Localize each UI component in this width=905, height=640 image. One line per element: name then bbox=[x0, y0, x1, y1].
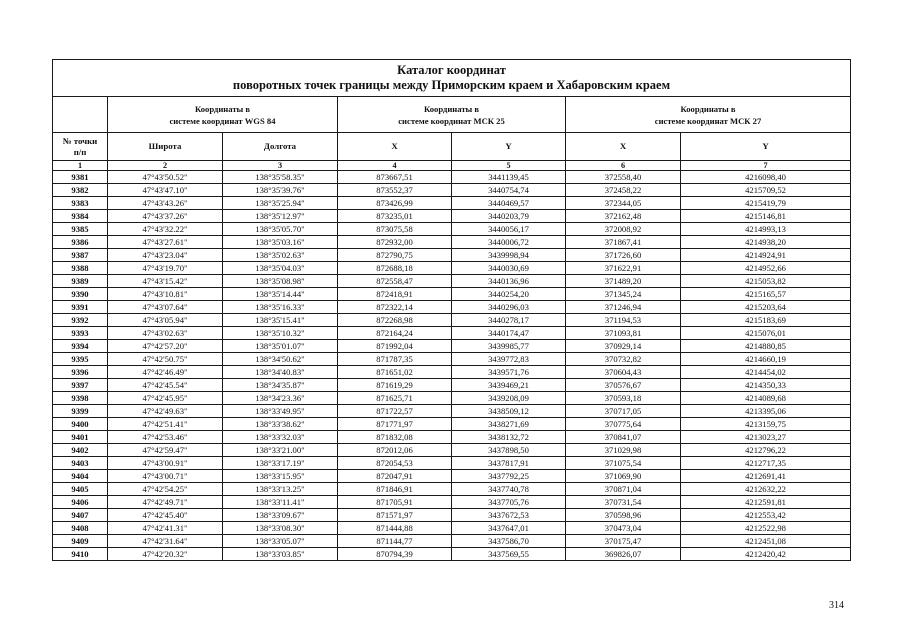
y-msk27-cell: 4214660,19 bbox=[681, 353, 851, 366]
point-number-cell: 9388 bbox=[53, 262, 108, 275]
longitude-cell: 138°33'11.41" bbox=[223, 496, 338, 509]
y-msk25-cell: 3439469,21 bbox=[452, 379, 566, 392]
y-msk25-cell: 3437647,01 bbox=[452, 522, 566, 535]
latitude-cell: 47°42'45.40" bbox=[108, 509, 223, 522]
table-row bbox=[53, 483, 851, 496]
x-msk25-cell: 872268,98 bbox=[338, 314, 452, 327]
longitude-cell: 138°33'17.19" bbox=[223, 457, 338, 470]
table-row bbox=[53, 353, 851, 366]
table-row bbox=[53, 535, 851, 548]
y-msk27-cell: 4214454,02 bbox=[681, 366, 851, 379]
point-number-cell: 9407 bbox=[53, 509, 108, 522]
y-msk27-cell: 4212717,35 bbox=[681, 457, 851, 470]
longitude-cell: 138°35'05.70" bbox=[223, 223, 338, 236]
longitude-cell: 138°33'09.67" bbox=[223, 509, 338, 522]
table-row bbox=[53, 288, 851, 301]
longitude-cell: 138°34'50.62" bbox=[223, 353, 338, 366]
table-row bbox=[53, 223, 851, 236]
table-title: Каталог координат bbox=[397, 63, 506, 77]
table-row bbox=[53, 171, 851, 184]
column-numbers-row bbox=[53, 161, 851, 171]
longitude-cell: 138°35'14.44" bbox=[223, 288, 338, 301]
y-msk25-cell: 3439571,76 bbox=[452, 366, 566, 379]
longitude-cell: 138°33'49.95" bbox=[223, 405, 338, 418]
x-msk27-cell: 370593,18 bbox=[566, 392, 681, 405]
latitude-cell: 47°42'49.71" bbox=[108, 496, 223, 509]
column-number: 3 bbox=[223, 161, 338, 171]
x-msk25-cell: 873426,99 bbox=[338, 197, 452, 210]
y-msk27-cell: 4215203,64 bbox=[681, 301, 851, 314]
longitude-cell: 138°34'23.36" bbox=[223, 392, 338, 405]
point-number-cell: 9393 bbox=[53, 327, 108, 340]
y-msk25-cell: 3440203,79 bbox=[452, 210, 566, 223]
latitude-cell: 47°42'46.49" bbox=[108, 366, 223, 379]
x-msk25-cell: 872418,91 bbox=[338, 288, 452, 301]
table-row bbox=[53, 496, 851, 509]
x-msk27-cell: 370841,07 bbox=[566, 431, 681, 444]
table-row bbox=[53, 184, 851, 197]
table-row bbox=[53, 392, 851, 405]
point-number-cell: 9410 bbox=[53, 548, 108, 561]
x-msk27-cell: 370732,82 bbox=[566, 353, 681, 366]
latitude-cell: 47°43'07.64" bbox=[108, 301, 223, 314]
x-msk25-cell: 871992,04 bbox=[338, 340, 452, 353]
table-row bbox=[53, 327, 851, 340]
longitude-cell: 138°35'04.03" bbox=[223, 262, 338, 275]
x-msk27-cell: 370576,67 bbox=[566, 379, 681, 392]
point-number-cell: 9381 bbox=[53, 171, 108, 184]
table-row bbox=[53, 444, 851, 457]
latitude-cell: 47°43'00.71" bbox=[108, 470, 223, 483]
system-header-wgs84: Координаты в системе координат WGS 84 bbox=[108, 97, 338, 133]
x-msk27-cell: 372558,40 bbox=[566, 171, 681, 184]
column-header-point: № точки п/п bbox=[53, 133, 108, 161]
x-msk25-cell: 872322,14 bbox=[338, 301, 452, 314]
y-msk27-cell: 4215053,82 bbox=[681, 275, 851, 288]
y-msk27-cell: 4215146,81 bbox=[681, 210, 851, 223]
x-msk25-cell: 873667,51 bbox=[338, 171, 452, 184]
latitude-cell: 47°42'54.25" bbox=[108, 483, 223, 496]
x-msk25-cell: 871787,35 bbox=[338, 353, 452, 366]
latitude-cell: 47°42'31.64" bbox=[108, 535, 223, 548]
x-msk27-cell: 370775,64 bbox=[566, 418, 681, 431]
table-row bbox=[53, 431, 851, 444]
point-number-cell: 9404 bbox=[53, 470, 108, 483]
longitude-cell: 138°34'40.83" bbox=[223, 366, 338, 379]
x-msk27-cell: 371075,54 bbox=[566, 457, 681, 470]
column-number: 6 bbox=[566, 161, 681, 171]
latitude-cell: 47°42'50.75" bbox=[108, 353, 223, 366]
x-msk27-cell: 369826,07 bbox=[566, 548, 681, 561]
point-number-cell: 9398 bbox=[53, 392, 108, 405]
x-msk27-cell: 371069,90 bbox=[566, 470, 681, 483]
y-msk25-cell: 3440296,03 bbox=[452, 301, 566, 314]
x-msk25-cell: 872790,75 bbox=[338, 249, 452, 262]
y-msk27-cell: 4212553,42 bbox=[681, 509, 851, 522]
y-msk27-cell: 4212451,08 bbox=[681, 535, 851, 548]
latitude-cell: 47°43'05.94" bbox=[108, 314, 223, 327]
y-msk25-cell: 3440136,96 bbox=[452, 275, 566, 288]
y-msk27-cell: 4215183,69 bbox=[681, 314, 851, 327]
y-msk25-cell: 3437792,25 bbox=[452, 470, 566, 483]
y-msk25-cell: 3437705,76 bbox=[452, 496, 566, 509]
y-msk27-cell: 4214924,91 bbox=[681, 249, 851, 262]
point-number-cell: 9405 bbox=[53, 483, 108, 496]
column-number: 5 bbox=[452, 161, 566, 171]
x-msk25-cell: 872558,47 bbox=[338, 275, 452, 288]
y-msk27-cell: 4212691,41 bbox=[681, 470, 851, 483]
x-msk25-cell: 873075,58 bbox=[338, 223, 452, 236]
point-number-cell: 9383 bbox=[53, 197, 108, 210]
y-msk27-cell: 4215419,79 bbox=[681, 197, 851, 210]
point-number-cell: 9387 bbox=[53, 249, 108, 262]
x-msk27-cell: 372162,48 bbox=[566, 210, 681, 223]
longitude-cell: 138°33'05.07" bbox=[223, 535, 338, 548]
table-row bbox=[53, 405, 851, 418]
point-number-cell: 9406 bbox=[53, 496, 108, 509]
table-row bbox=[53, 470, 851, 483]
table-body bbox=[53, 171, 851, 561]
x-msk27-cell: 370598,96 bbox=[566, 509, 681, 522]
latitude-cell: 47°43'37.26" bbox=[108, 210, 223, 223]
longitude-cell: 138°35'02.63" bbox=[223, 249, 338, 262]
y-msk27-cell: 4214880,85 bbox=[681, 340, 851, 353]
y-msk25-cell: 3437898,50 bbox=[452, 444, 566, 457]
longitude-cell: 138°33'08.30" bbox=[223, 522, 338, 535]
y-msk27-cell: 4214350,33 bbox=[681, 379, 851, 392]
y-msk25-cell: 3439985,77 bbox=[452, 340, 566, 353]
y-msk25-cell: 3437672,53 bbox=[452, 509, 566, 522]
point-number-cell: 9389 bbox=[53, 275, 108, 288]
latitude-cell: 47°42'51.41" bbox=[108, 418, 223, 431]
y-msk25-cell: 3440254,20 bbox=[452, 288, 566, 301]
latitude-cell: 47°43'27.61" bbox=[108, 236, 223, 249]
column-number: 4 bbox=[338, 161, 452, 171]
longitude-cell: 138°34'35.87" bbox=[223, 379, 338, 392]
y-msk25-cell: 3440006,72 bbox=[452, 236, 566, 249]
latitude-cell: 47°42'59.47" bbox=[108, 444, 223, 457]
table-row bbox=[53, 262, 851, 275]
point-number-cell: 9401 bbox=[53, 431, 108, 444]
table-title-cell bbox=[53, 60, 851, 97]
longitude-cell: 138°35'01.07" bbox=[223, 340, 338, 353]
latitude-cell: 47°43'32.22" bbox=[108, 223, 223, 236]
y-msk27-cell: 4213159,75 bbox=[681, 418, 851, 431]
latitude-cell: 47°42'20.32" bbox=[108, 548, 223, 561]
x-msk27-cell: 371867,41 bbox=[566, 236, 681, 249]
y-msk27-cell: 4214089,68 bbox=[681, 392, 851, 405]
x-msk25-cell: 873235,01 bbox=[338, 210, 452, 223]
point-number-cell: 9386 bbox=[53, 236, 108, 249]
table-row bbox=[53, 314, 851, 327]
point-number-cell: 9395 bbox=[53, 353, 108, 366]
coordinate-catalog bbox=[52, 59, 850, 561]
longitude-cell: 138°35'15.41" bbox=[223, 314, 338, 327]
system-header-msk25: Координаты в системе координат МСК 25 bbox=[338, 97, 566, 133]
x-msk27-cell: 371029,98 bbox=[566, 444, 681, 457]
y-msk25-cell: 3438509,12 bbox=[452, 405, 566, 418]
latitude-cell: 47°42'41.31" bbox=[108, 522, 223, 535]
x-msk25-cell: 872054,53 bbox=[338, 457, 452, 470]
column-header-x-msk27: X bbox=[566, 133, 681, 161]
latitude-cell: 47°43'47.10" bbox=[108, 184, 223, 197]
y-msk27-cell: 4215076,01 bbox=[681, 327, 851, 340]
x-msk25-cell: 870794,39 bbox=[338, 548, 452, 561]
y-msk27-cell: 4214938,20 bbox=[681, 236, 851, 249]
longitude-cell: 138°33'13.25" bbox=[223, 483, 338, 496]
column-number: 7 bbox=[681, 161, 851, 171]
x-msk27-cell: 372008,92 bbox=[566, 223, 681, 236]
y-msk25-cell: 3440030,69 bbox=[452, 262, 566, 275]
y-msk25-cell: 3439208,09 bbox=[452, 392, 566, 405]
x-msk25-cell: 871771,97 bbox=[338, 418, 452, 431]
x-msk27-cell: 371726,60 bbox=[566, 249, 681, 262]
x-msk25-cell: 871144,77 bbox=[338, 535, 452, 548]
longitude-cell: 138°35'39.76" bbox=[223, 184, 338, 197]
longitude-cell: 138°35'03.16" bbox=[223, 236, 338, 249]
y-msk25-cell: 3440278,17 bbox=[452, 314, 566, 327]
x-msk25-cell: 872012,06 bbox=[338, 444, 452, 457]
point-number-cell: 9385 bbox=[53, 223, 108, 236]
x-msk27-cell: 370175,47 bbox=[566, 535, 681, 548]
column-header-y-msk25: Y bbox=[452, 133, 566, 161]
x-msk25-cell: 872932,00 bbox=[338, 236, 452, 249]
y-msk25-cell: 3439772,83 bbox=[452, 353, 566, 366]
y-msk27-cell: 4212632,22 bbox=[681, 483, 851, 496]
x-msk25-cell: 871832,08 bbox=[338, 431, 452, 444]
latitude-cell: 47°43'15.42" bbox=[108, 275, 223, 288]
longitude-cell: 138°35'12.97" bbox=[223, 210, 338, 223]
latitude-cell: 47°43'10.81" bbox=[108, 288, 223, 301]
y-msk25-cell: 3440754,74 bbox=[452, 184, 566, 197]
system-header-msk27: Координаты в системе координат МСК 27 bbox=[566, 97, 851, 133]
latitude-cell: 47°43'19.70" bbox=[108, 262, 223, 275]
table-row bbox=[53, 509, 851, 522]
x-msk25-cell: 871619,29 bbox=[338, 379, 452, 392]
y-msk25-cell: 3437817,91 bbox=[452, 457, 566, 470]
point-number-cell: 9396 bbox=[53, 366, 108, 379]
point-number-cell: 9382 bbox=[53, 184, 108, 197]
table-row bbox=[53, 548, 851, 561]
y-msk25-cell: 3439998,94 bbox=[452, 249, 566, 262]
longitude-cell: 138°33'15.95" bbox=[223, 470, 338, 483]
latitude-cell: 47°43'23.04" bbox=[108, 249, 223, 262]
longitude-cell: 138°33'21.00" bbox=[223, 444, 338, 457]
x-msk25-cell: 871651,02 bbox=[338, 366, 452, 379]
x-msk25-cell: 872047,91 bbox=[338, 470, 452, 483]
y-msk25-cell: 3441139,45 bbox=[452, 171, 566, 184]
latitude-cell: 47°42'53.46" bbox=[108, 431, 223, 444]
x-msk27-cell: 370604,43 bbox=[566, 366, 681, 379]
longitude-cell: 138°33'32.03" bbox=[223, 431, 338, 444]
x-msk25-cell: 871846,91 bbox=[338, 483, 452, 496]
x-msk25-cell: 871444,88 bbox=[338, 522, 452, 535]
x-msk25-cell: 873552,37 bbox=[338, 184, 452, 197]
point-number-cell: 9399 bbox=[53, 405, 108, 418]
y-msk27-cell: 4213395,06 bbox=[681, 405, 851, 418]
x-msk27-cell: 371489,20 bbox=[566, 275, 681, 288]
coordinate-table bbox=[52, 59, 851, 561]
point-number-cell: 9390 bbox=[53, 288, 108, 301]
x-msk27-cell: 372458,22 bbox=[566, 184, 681, 197]
y-msk27-cell: 4212420,42 bbox=[681, 548, 851, 561]
x-msk27-cell: 370717,05 bbox=[566, 405, 681, 418]
point-number-cell: 9391 bbox=[53, 301, 108, 314]
table-row bbox=[53, 236, 851, 249]
table-row bbox=[53, 522, 851, 535]
point-number-cell: 9409 bbox=[53, 535, 108, 548]
column-header-longitude: Долгота bbox=[223, 133, 338, 161]
y-msk27-cell: 4213023,27 bbox=[681, 431, 851, 444]
latitude-cell: 47°43'02.63" bbox=[108, 327, 223, 340]
y-msk25-cell: 3440469,57 bbox=[452, 197, 566, 210]
table-row bbox=[53, 340, 851, 353]
y-msk25-cell: 3437740,78 bbox=[452, 483, 566, 496]
latitude-cell: 47°42'45.95" bbox=[108, 392, 223, 405]
y-msk27-cell: 4215709,52 bbox=[681, 184, 851, 197]
x-msk25-cell: 872688,18 bbox=[338, 262, 452, 275]
y-msk27-cell: 4216098,40 bbox=[681, 171, 851, 184]
table-row bbox=[53, 197, 851, 210]
x-msk27-cell: 371093,81 bbox=[566, 327, 681, 340]
page-number: 314 bbox=[829, 600, 844, 611]
longitude-cell: 138°35'10.32" bbox=[223, 327, 338, 340]
x-msk27-cell: 372344,05 bbox=[566, 197, 681, 210]
point-number-cell: 9400 bbox=[53, 418, 108, 431]
x-msk27-cell: 370473,04 bbox=[566, 522, 681, 535]
y-msk27-cell: 4215165,57 bbox=[681, 288, 851, 301]
table-row bbox=[53, 379, 851, 392]
latitude-cell: 47°42'49.63" bbox=[108, 405, 223, 418]
latitude-cell: 47°43'00.91" bbox=[108, 457, 223, 470]
point-number-cell: 9392 bbox=[53, 314, 108, 327]
latitude-cell: 47°43'43.26" bbox=[108, 197, 223, 210]
y-msk25-cell: 3440056,17 bbox=[452, 223, 566, 236]
latitude-cell: 47°43'50.52" bbox=[108, 171, 223, 184]
longitude-cell: 138°33'03.85" bbox=[223, 548, 338, 561]
x-msk27-cell: 371246,94 bbox=[566, 301, 681, 314]
y-msk25-cell: 3438132,72 bbox=[452, 431, 566, 444]
longitude-cell: 138°33'38.62" bbox=[223, 418, 338, 431]
y-msk27-cell: 4212796,22 bbox=[681, 444, 851, 457]
y-msk27-cell: 4212591,81 bbox=[681, 496, 851, 509]
x-msk25-cell: 871625,71 bbox=[338, 392, 452, 405]
longitude-cell: 138°35'58.35" bbox=[223, 171, 338, 184]
table-row bbox=[53, 275, 851, 288]
column-number: 2 bbox=[108, 161, 223, 171]
x-msk27-cell: 371345,24 bbox=[566, 288, 681, 301]
table-subtitle: поворотных точек границы между Приморским краем и Хабаровским краем bbox=[232, 78, 671, 92]
column-header-y-msk27: Y bbox=[681, 133, 851, 161]
table-row bbox=[53, 457, 851, 470]
x-msk27-cell: 371194,53 bbox=[566, 314, 681, 327]
point-number-cell: 9403 bbox=[53, 457, 108, 470]
point-number-cell: 9402 bbox=[53, 444, 108, 457]
column-header-latitude: Широта bbox=[108, 133, 223, 161]
point-number-cell: 9384 bbox=[53, 210, 108, 223]
x-msk25-cell: 871571,97 bbox=[338, 509, 452, 522]
table-row bbox=[53, 249, 851, 262]
longitude-cell: 138°35'08.98" bbox=[223, 275, 338, 288]
x-msk27-cell: 370929,14 bbox=[566, 340, 681, 353]
column-header-x-msk25: X bbox=[338, 133, 452, 161]
y-msk25-cell: 3437569,55 bbox=[452, 548, 566, 561]
y-msk25-cell: 3437586,70 bbox=[452, 535, 566, 548]
x-msk25-cell: 871722,57 bbox=[338, 405, 452, 418]
longitude-cell: 138°35'16.33" bbox=[223, 301, 338, 314]
system-blank-cell bbox=[53, 97, 108, 133]
column-number: 1 bbox=[53, 161, 108, 171]
y-msk27-cell: 4214993,13 bbox=[681, 223, 851, 236]
point-number-cell: 9397 bbox=[53, 379, 108, 392]
x-msk27-cell: 370871,04 bbox=[566, 483, 681, 496]
table-row bbox=[53, 301, 851, 314]
y-msk25-cell: 3438271,69 bbox=[452, 418, 566, 431]
latitude-cell: 47°42'57.20" bbox=[108, 340, 223, 353]
point-number-cell: 9394 bbox=[53, 340, 108, 353]
point-number-cell: 9408 bbox=[53, 522, 108, 535]
x-msk27-cell: 371622,91 bbox=[566, 262, 681, 275]
table-row bbox=[53, 210, 851, 223]
x-msk27-cell: 370731,54 bbox=[566, 496, 681, 509]
x-msk25-cell: 872164,24 bbox=[338, 327, 452, 340]
y-msk27-cell: 4214952,66 bbox=[681, 262, 851, 275]
longitude-cell: 138°35'25.94" bbox=[223, 197, 338, 210]
y-msk25-cell: 3440174,47 bbox=[452, 327, 566, 340]
table-row bbox=[53, 366, 851, 379]
latitude-cell: 47°42'45.54" bbox=[108, 379, 223, 392]
x-msk25-cell: 871705,91 bbox=[338, 496, 452, 509]
y-msk27-cell: 4212522,98 bbox=[681, 522, 851, 535]
table-row bbox=[53, 418, 851, 431]
